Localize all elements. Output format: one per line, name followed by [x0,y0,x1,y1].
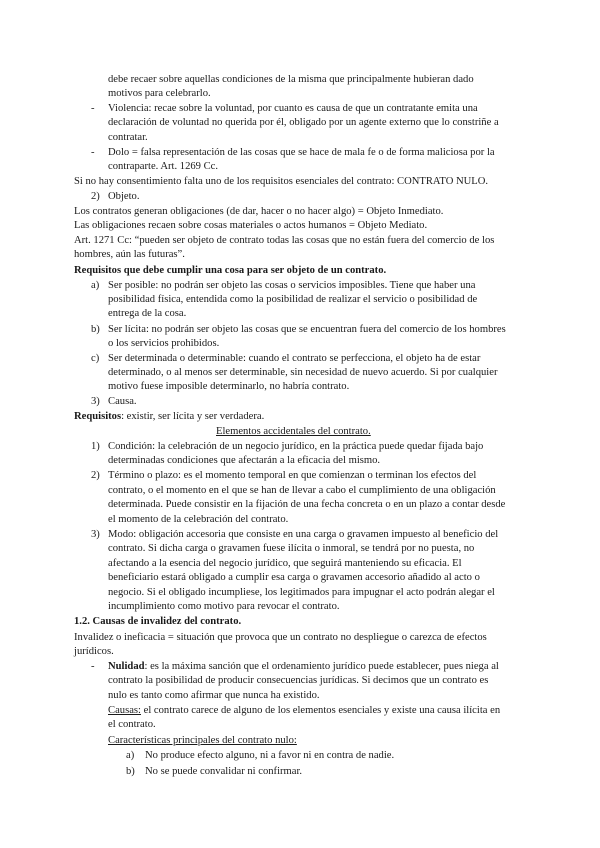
list-letter: a) [91,280,100,291]
list-item-violencia: Violencia: recae sobre la voluntad, por cuanto es causa de que un contratante emita una [108,103,478,114]
list-number: 3) [91,396,100,407]
list-letter: b) [126,766,135,777]
list-item-termino: Término o plazo: es el momento temporal en que comienzan o terminan los efectos del [108,470,477,481]
nulidad-label: Nulidad [108,661,145,672]
list-item-dolo: Dolo = falsa representación de las cosas que se hace de mala fe o de forma maliciosa por la [108,147,495,158]
objeto-heading: Objeto. [108,191,140,202]
text-line: hombres, aún las futuras”. [74,249,185,260]
nulo-statement: Si no hay consentimiento falta uno de los requisitos esenciales del contrato: CONTRATO NULO. [74,176,489,187]
text-line: nulo es tanto como afirmar que nunca ha existido. [108,690,320,701]
list-bullet: - [91,147,95,158]
text-line: debe recaer sobre aquellas condiciones de la misma que principalmente hubieran dado [108,74,474,85]
list-letter: c) [91,353,100,364]
requisitos-heading: Requisitos que debe cumplir una cosa para ser objeto de un contrato. [74,265,387,276]
list-item-nulidad [108,660,499,673]
list-item-modo: Modo: obligación accesoria que consiste en una carga o gravamen impuesto al beneficio del [108,529,499,540]
list-number: 2) [91,470,100,481]
list-item-determinada: Ser determinada o determinable: cuando el contrato se perfecciona, el objeto ha de estar [108,353,481,364]
text-line: Las obligaciones recaen sobre cosas materiales o actos humanos = Objeto Mediato. [74,220,428,231]
text-line: afectando a la esencia del negocio jurídico, que seguirá manteniendo su eficacia. El [108,558,462,569]
text-line: contrato, o el momento en el que se han de llevar a cabo el cumplimiento de una obligación [108,485,496,496]
causas-label: Causas: [108,705,141,716]
accidentales-heading: Elementos accidentales del contrato. [216,426,371,437]
text-line: determinada. Puede consistir en la fijación de una fecha concreta o en un plazo a contar desde [108,499,506,510]
text-line: beneficiario estará obligado a cumplir esa carga o gravamen accesorio añadido al acto o [108,572,480,583]
text-line: entrega de la cosa. [108,308,187,319]
list-item-licita: Ser lícita: no podrán ser objeto las cosas que se encuentran fuera del comercio de los hombres [108,324,506,335]
text-line: contrato. Si dicha carga o gravamen fuese ilícita o inmoral, se tendrá por no puesta, no [108,543,475,554]
text-line: motivo fuese imposible determinarlo, no habría contrato. [108,381,350,392]
requisitos-causa-line [74,410,264,423]
text-line: posibilidad física, entendida como la posibilidad de realizar el servicio o posibilidad de [108,294,478,305]
text-line: o los servicios prohibidos. [108,338,220,349]
text-line: jurídicos. [74,646,114,657]
text-line: contraparte. Art. 1269 Cc. [108,161,219,172]
text-line: Los contratos generan obligaciones (de dar, hacer o no hacer algo) = Objeto Inmediato. [74,206,444,217]
section-heading: 1.2. Causas de invalidez del contrato. [74,616,242,627]
causa-heading: Causa. [108,396,137,407]
text-line: determinadas condiciones que afectarán a la eficacia del mismo. [108,455,381,466]
list-bullet: - [91,661,95,672]
text-line: Invalidez o ineficacia = situación que provoca que un contrato no despliegue o carezca de efectos [74,632,487,643]
caracteristicas-heading: Características principales del contrato nulo: [108,735,297,746]
list-item-posible: Ser posible: no podrán ser objeto las cosas o servicios imposibles. Tiene que haber una [108,280,476,291]
nulidad-text: : es la máxima sanción que el ordenamiento jurídico puede establecer, pues niega al [144,661,499,672]
text-line: determinado, o al menos ser determinable, sin necesidad de nuevo acuerdo. Si por cualquier [108,367,498,378]
text-line: Art. 1271 Cc: “pueden ser objeto de contrato todas las cosas que no están fuera del comercio de los [74,235,495,246]
text-line: motivos para celebrarlo. [108,88,211,99]
list-number: 3) [91,529,100,540]
text-line: el contrato. [108,719,156,730]
list-item-caracteristica: No se puede convalidar ni confirmar. [145,766,303,777]
text-line: declaración de voluntad no querida por él, obligado por un agente externo que lo constriñe a [108,117,499,128]
list-item-caracteristica: No produce efecto alguno, ni a favor ni en contra de nadie. [145,750,395,761]
list-number: 1) [91,441,100,452]
causas-line [108,704,500,717]
text-line: contrato la posibilidad de producir consecuencias jurídicas. Si decimos que un contrato es [108,675,489,686]
text-line: contratar. [108,132,148,143]
list-bullet: - [91,103,95,114]
causas-text: el contrato carece de alguno de los elementos esenciales y existe una causa ilícita en [140,705,501,716]
list-letter: a) [126,750,135,761]
text-line: negocio. Si el obligado incumpliese, los legitimados para impugnar el acto podrán alegar el [108,587,495,598]
list-letter: b) [91,324,100,335]
list-number: 2) [91,191,100,202]
requisitos-text: : existir, ser lícita y ser verdadera. [121,411,265,422]
list-item-condicion: Condición: la celebración de un negocio jurídico, en la práctica puede quedar fijada bajo [108,441,484,452]
text-line: incumplimiento como motivo para revocar el contrato. [108,601,340,612]
requisitos-label: Requisitos [74,411,122,422]
text-line: el momento de la celebración del contrato. [108,514,289,525]
